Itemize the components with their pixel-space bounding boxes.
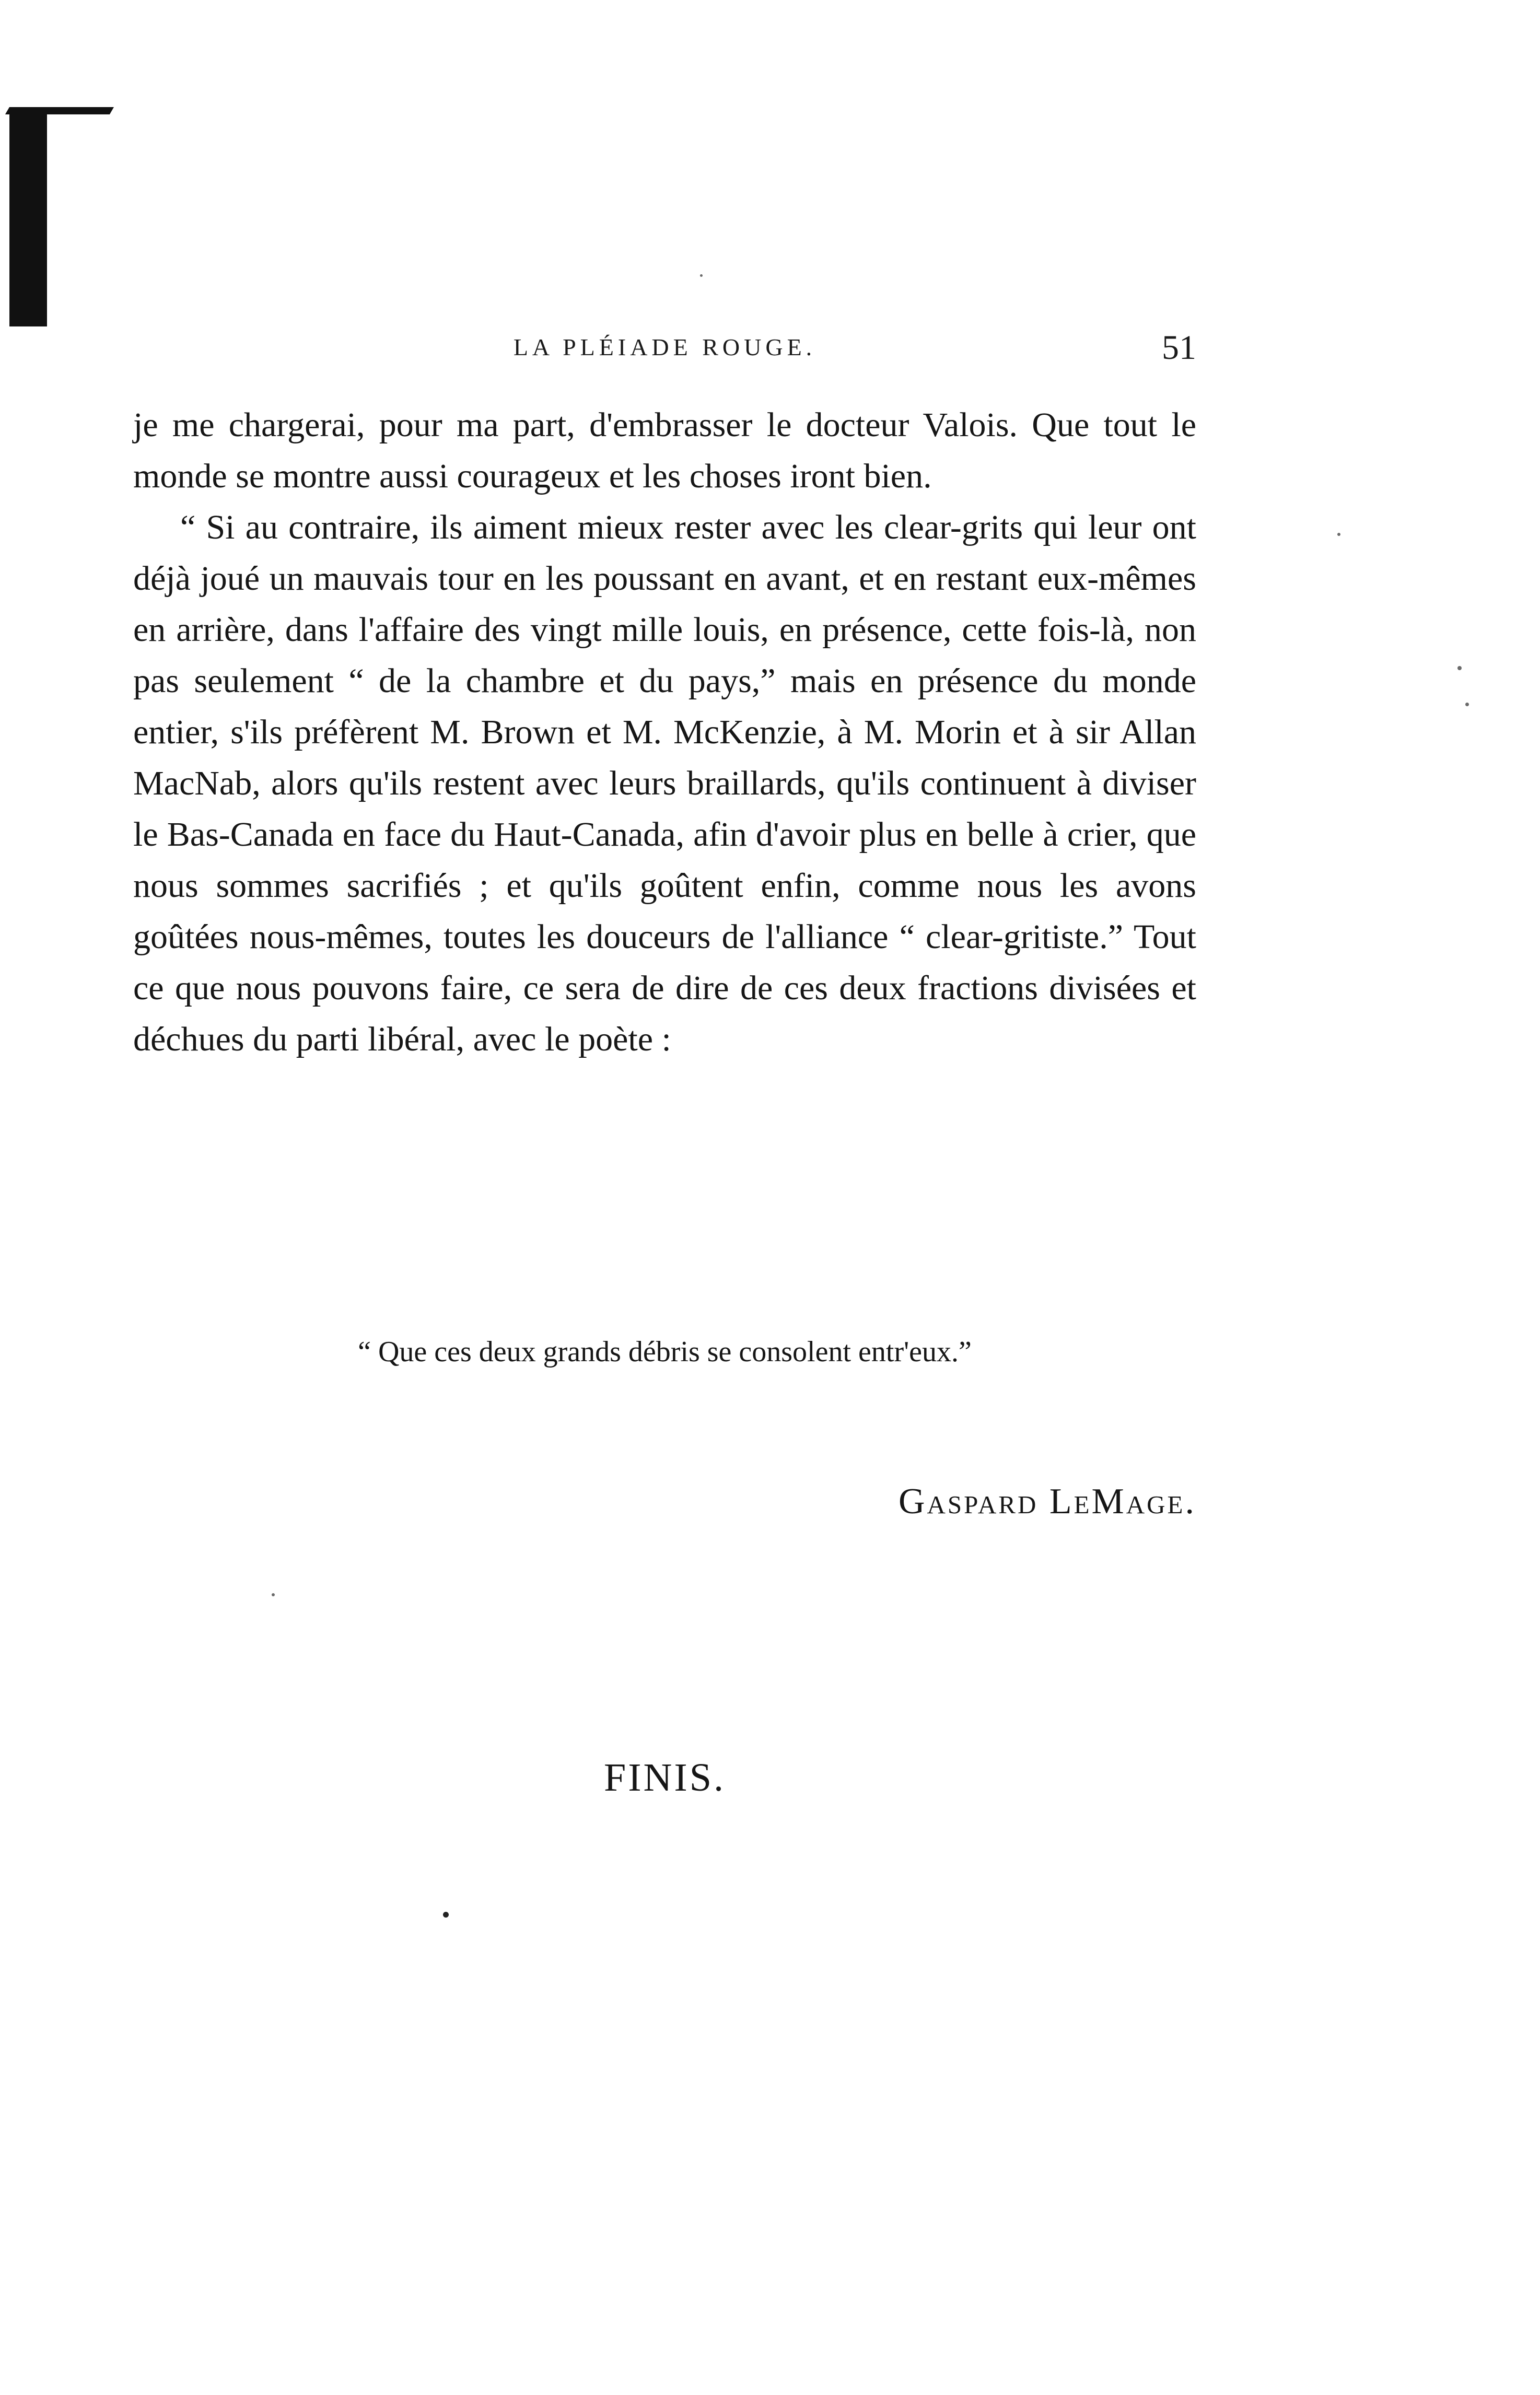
scan-speck — [272, 1593, 275, 1596]
page-number: 51 — [1162, 329, 1196, 367]
finis-mark: FINIS. — [603, 1756, 726, 1800]
binding-edge-mark — [9, 107, 47, 326]
running-head — [133, 328, 1196, 375]
scan-speck — [443, 1912, 449, 1918]
author-signature: Gaspard LeMage. — [898, 1481, 1196, 1522]
scan-speck — [1457, 666, 1462, 670]
scan-speck — [700, 274, 703, 277]
verse-quote: “ Que ces deux grands débris se consolent entr'eux.” — [358, 1336, 972, 1368]
paragraph-1: je me chargerai, pour ma part, d'embrasser le docteur Valois. Que tout le monde se montre aussi courageux et les choses iront bien. — [133, 406, 1196, 495]
running-title: LA PLÉIADE ROUGE. — [513, 334, 816, 360]
scan-speck — [1337, 533, 1340, 536]
body-text — [133, 400, 1196, 1065]
paragraph-2: “ Si au contraire, ils aiment mieux rester avec les clear-grits qui leur ont déjà joué un mauvais tour en les poussant en avant, et en restant eux-mêmes en arrière, dans l'affaire des vingt mille louis, en présence, cette fois-là, non pas seulement “ de la chambre et du pays,” mais en présence du monde entier, s'ils préfèrent M. Brown et M. McKenzie, à M. Morin et à sir Allan MacNab, alors qu'ils restent avec leurs braillards, qu'ils continuent à diviser le Bas-Canada en face du Haut-Canada, afin d'avoir plus en belle à crier, que nous sommes sacrifiés ; et qu'ils goûtent enfin, comme nous les avons goûtées nous-mêmes, toutes les douceurs de l'alliance “ clear-gritiste.” Tout ce que nous pouvons faire, ce sera de dire de ces deux fractions divisées et déchues du parti libéral, avec le poète : — [133, 508, 1196, 1058]
scan-speck — [1465, 703, 1469, 706]
